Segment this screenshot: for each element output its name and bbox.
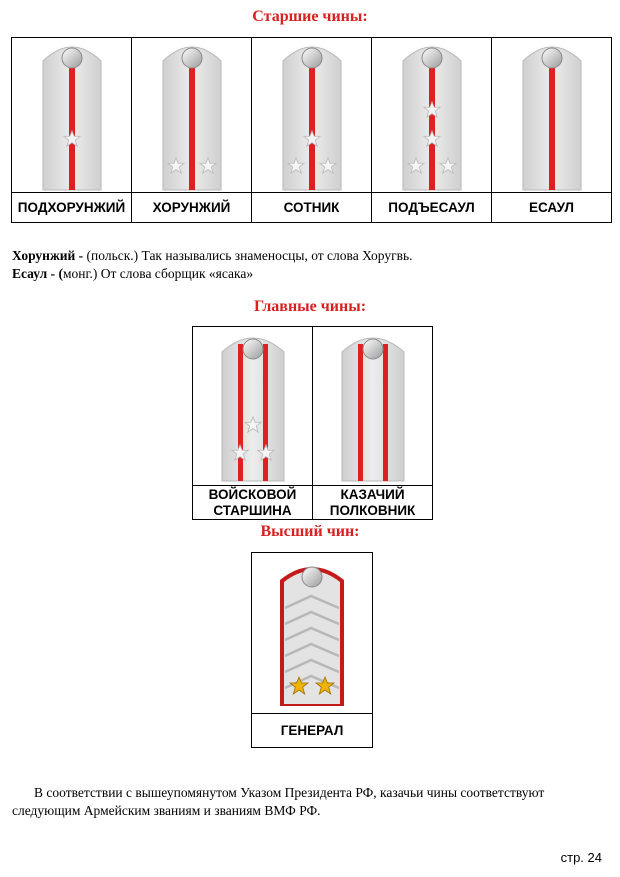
rank-label-khorunzhy: ХОРУНЖИЙ — [132, 193, 252, 223]
strap-cell-esaul — [492, 38, 612, 193]
senior-ranks-table — [11, 37, 612, 223]
general-shoulder-strap-icon — [277, 558, 347, 708]
note-term: Хорунжий - — [12, 248, 84, 263]
strap-cell-podesaul — [372, 38, 492, 193]
senior-ranks-title: Старшие чины: — [252, 8, 368, 25]
rank-label-sotnik: СОТНИК — [252, 193, 372, 223]
rank-label-podkhorunzhy: ПОДХОРУНЖИЙ — [12, 193, 132, 223]
main-ranks-table — [192, 326, 433, 520]
strap-cell-sotnik — [252, 38, 372, 193]
label-line: КАЗАЧИЙ — [340, 486, 405, 502]
stripe-icon — [238, 344, 243, 481]
rank-label-esaul: ЕСАУЛ — [492, 193, 612, 223]
note-term: Есаул - ( — [12, 266, 63, 281]
shoulder-strap-icon — [401, 39, 463, 191]
rank-label-voyskovoy-starshina — [193, 486, 313, 520]
note-khorunzhy — [12, 247, 413, 264]
shoulder-strap-icon — [161, 39, 223, 191]
body-paragraph: В соответствии с вышеупомянутом Указом Президента РФ, казачьи чины соответствуют следующим Армейским званиям и званиям ВМФ РФ. — [12, 785, 545, 818]
strap-cell-khorunzhy — [132, 38, 252, 193]
label-line: СТАРШИНА — [213, 502, 292, 518]
rank-label-podesaul: ПОДЪЕСАУЛ — [372, 193, 492, 223]
rank-label-kazachiy-polkovnik — [313, 486, 433, 520]
button-icon — [62, 48, 82, 68]
label-line: ВОЙСКОВОЙ — [208, 486, 297, 502]
stripe-icon — [69, 53, 75, 190]
shoulder-strap-icon — [220, 330, 286, 482]
note-detail: (польск.) Так назывались знаменосцы, от слова Хоругвь. — [83, 248, 413, 263]
shoulder-strap-icon — [340, 330, 406, 482]
shoulder-strap-icon — [281, 39, 343, 191]
main-ranks-title: Главные чины: — [253, 298, 367, 315]
note-detail: монг.) От слова сборщик «ясака» — [62, 266, 254, 281]
stripe-icon — [263, 344, 268, 481]
rank-label-general: ГЕНЕРАЛ — [252, 714, 373, 748]
shoulder-strap-icon — [41, 39, 103, 191]
strap-cell-podkhorunzhy — [12, 38, 132, 193]
strap-cell-voyskovoy-starshina — [193, 327, 313, 486]
button-icon — [302, 567, 322, 587]
strap-cell-general — [252, 553, 373, 714]
note-esaul — [12, 265, 253, 282]
highest-rank-title: Высший чин: — [260, 523, 360, 540]
highest-rank-table — [251, 552, 373, 748]
strap-cell-kazachiy-polkovnik — [313, 327, 433, 486]
page-number: стр. 24 — [560, 850, 602, 865]
shoulder-strap-icon — [521, 39, 583, 191]
label-line: ПОЛКОВНИК — [329, 502, 416, 518]
